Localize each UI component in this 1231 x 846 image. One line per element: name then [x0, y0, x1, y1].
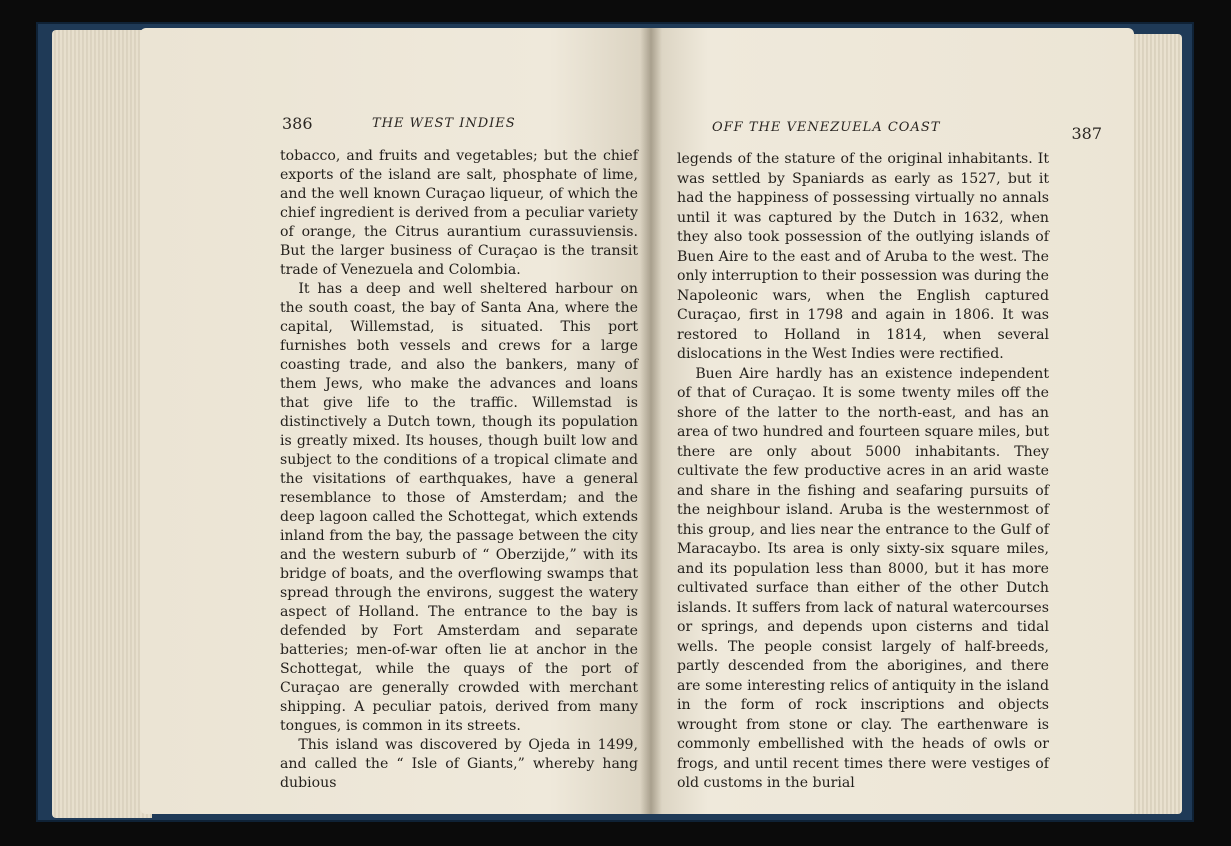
paragraph: Buen Aire hardly has an existence independent of that of Curaçao. It is some twenty miles off the shore of the latter to the north-east, and has an area of two hundred and fourteen square miles, but there are only about 5000 inhabitants. They cultivate the few productive acres in an arid waste and share in the fishing and seafaring pursuits of the neighbour island. Aruba is the westernmost of this group, and lies near the entrance to the Gulf of Maracaybo. Its area is only sixty-six square miles, and its population less than 8000, but it has more cultivated surface than either of the other Dutch islands. It suffers from lack of natural watercourses or springs, and depends upon cisterns and tidal wells. The people consist largely of half-breeds, partly descended from the aborigines, and there are some interesting relics of antiquity in the island in the form of rock inscriptions and objects wrought from stone or clay. The earthenware is commonly embellished with the heads of owls or frogs, and until recent times there were vestiges of old customs in the burial: [677, 365, 1049, 791]
right-running-head: OFF THE VENEZUELA COAST: [712, 120, 941, 135]
right-running-header: [712, 114, 1102, 143]
left-running-head: THE WEST INDIES: [372, 116, 516, 131]
left-page-number: 386: [282, 114, 313, 133]
paragraph: tobacco, and fruits and vegetables; but the chief exports of the island are salt, phosphate of lime, and the well known Curaçao liqueur, of which the chief ingredient is derived from a peculiar variety of orange, the Citrus aurantium curassuviensis. But the larger business of Curaçao is the transit trade of Venezuela and Colombia.: [280, 148, 638, 278]
page-edges-left: [52, 30, 152, 818]
paragraph: legends of the stature of the original inhabitants. It was settled by Spaniards as early as 1527, but it had the happiness of possessing virtually no annals until it was captured by the Dutch in 1632, when they also took possession of the outlying islands of Buen Aire to the east and of Aruba to the west. The only interruption to their possession was during the Napoleonic wars, when the English captured Curaçao, first in 1798 and again in 1806. It was restored to Holland in 1814, when several dislocations in the West Indies were rectified.: [677, 151, 1049, 362]
left-page-body: [280, 147, 638, 793]
paragraph: This island was discovered by Ojeda in 1499, and called the “ Isle of Giants,” whereby hang dubious: [280, 737, 638, 791]
right-page-body: [677, 150, 1049, 794]
paragraph: It has a deep and well sheltered harbour on the south coast, the bay of Santa Ana, where the capital, Willemstad, is situated. This port furnishes both vessels and crews for a large coasting trade, and also the bankers, many of them Jews, who make the advances and loans that give life to the traffic. Willemstad is distinctively a Dutch town, though its population is greatly mixed. Its houses, though built low and subject to the conditions of a tropical climate and the visitations of earthquakes, have a general resemblance to those of Amsterdam; and the deep lagoon called the Schottegat, which extends inland from the bay, the passage between the city and the western suburb of “ Oberzijde,” with its bridge of boats, and the overflowing swamps that spread through the environs, suggest the watery aspect of Holland. The entrance to the bay is defended by Fort Amsterdam and separate batteries; men-of-war often lie at anchor in the Schottegat, while the quays of the port of Curaçao are generally crowded with merchant shipping. A peculiar patois, derived from many tongues, is common in its streets.: [280, 281, 638, 734]
book-gutter: [640, 28, 662, 814]
right-page-number: 387: [1071, 124, 1102, 143]
left-running-header: [282, 114, 642, 138]
